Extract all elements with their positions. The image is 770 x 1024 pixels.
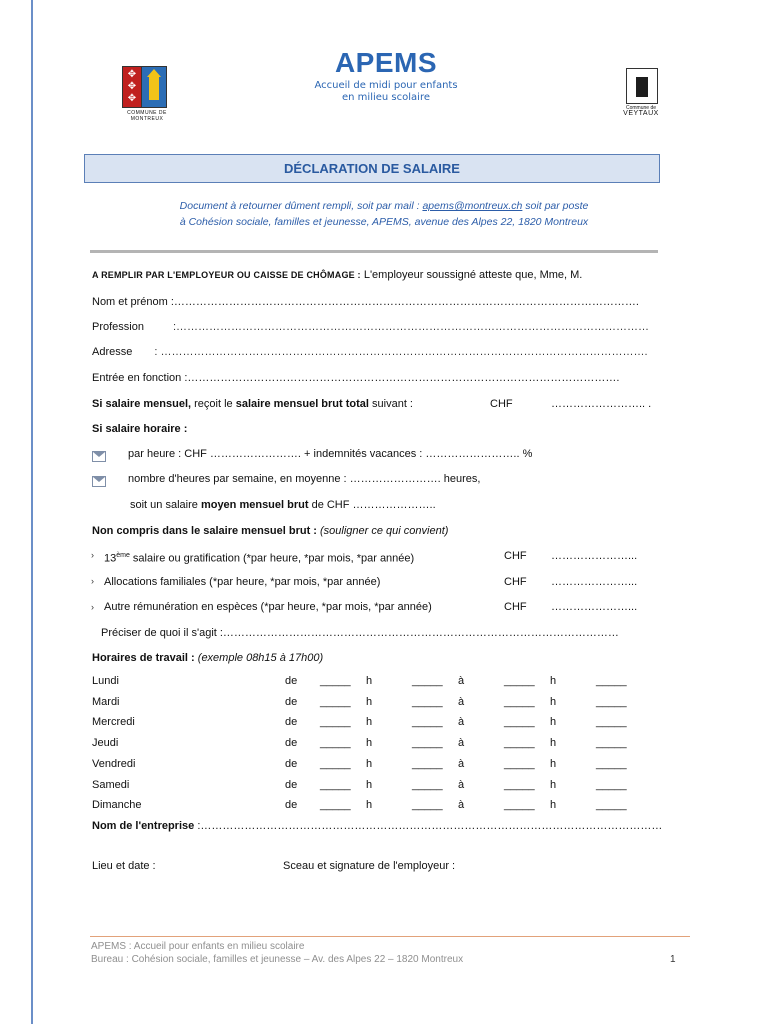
to-label: à [458, 778, 465, 791]
veytaux-name-text: VEYTAUX [623, 110, 659, 117]
schedule-label: Horaires de travail : [92, 652, 195, 664]
left-margin-rule [31, 0, 33, 1024]
end-minute-blank[interactable]: _____ [596, 675, 627, 687]
start-hour-blank[interactable]: _____ [320, 778, 351, 791]
to-label: à [458, 675, 465, 687]
end-minute-blank[interactable]: _____ [596, 695, 627, 708]
montreux-logo [118, 66, 176, 124]
hour-label: h [550, 695, 557, 708]
start-hour-blank[interactable]: _____ [320, 716, 351, 729]
hour-label: h [550, 799, 557, 812]
employer-statement [92, 267, 582, 283]
from-label: de [285, 716, 298, 729]
day-label: Mercredi [92, 716, 135, 729]
end-hour-blank[interactable]: _____ [504, 695, 535, 708]
end-minute-blank[interactable]: _____ [596, 737, 627, 750]
average-salary-field[interactable] [130, 497, 436, 513]
excluded-label: Non compris dans le salaire mensuel brut : [92, 525, 317, 537]
instructions [84, 198, 684, 230]
envelope-icon [92, 476, 106, 487]
profession-dots: :………………………………………………………………………………………………………………… [172, 321, 650, 333]
company-dots: :……………………………………………………………………………………………………………… [194, 820, 663, 832]
hour-label: h [550, 675, 557, 687]
envelope-icon [92, 451, 106, 462]
from-label: de [285, 799, 298, 812]
title-box [84, 154, 660, 183]
profession-label: Profession [92, 321, 144, 333]
end-minute-blank[interactable]: _____ [596, 778, 627, 791]
page-number: 1 [670, 954, 676, 965]
end-minute-blank[interactable]: _____ [596, 716, 627, 729]
hour-label: h [550, 737, 557, 750]
brand-title: APEMS [334, 47, 438, 78]
hour-label: h [366, 757, 373, 770]
hour-label: h [366, 799, 373, 812]
start-hour-blank[interactable]: _____ [320, 737, 351, 750]
instruction-text-2: soit par poste [522, 200, 589, 212]
hour-label: h [366, 778, 373, 791]
address-dots: : ……………………………………………………………………………………………………………………. [154, 346, 648, 358]
average-text-2: moyen mensuel brut [200, 499, 309, 511]
bullet-arrow-icon: › [91, 602, 94, 612]
day-label: Dimanche [92, 799, 142, 812]
allowances-chf: CHF [504, 576, 527, 588]
other-remuneration-line[interactable] [104, 599, 638, 615]
hour-label: h [550, 716, 557, 729]
schedule-heading [92, 650, 323, 666]
hour-label: h [366, 737, 373, 750]
day-label: Vendredi [92, 757, 136, 770]
excluded-note: (souligner ce qui convient) [316, 525, 449, 537]
end-hour-blank[interactable]: _____ [504, 757, 535, 770]
day-label: Samedi [92, 778, 130, 791]
bullet-arrow-icon: › [91, 550, 94, 560]
to-label: à [458, 799, 465, 812]
to-label: à [458, 757, 465, 770]
start-minute-blank[interactable]: _____ [412, 737, 443, 750]
veytaux-logo [618, 68, 664, 122]
brand-subtitle-1: Accueil de midi pour enfants [314, 80, 458, 91]
to-label: à [458, 695, 465, 708]
day-label: Mardi [92, 695, 120, 708]
hourly-label: Si salaire horaire : [92, 423, 188, 435]
specify-field[interactable]: Préciser de quoi il s'agit :……………………………………………………………………………………………… [101, 627, 619, 639]
hours-week-field[interactable]: nombre d'heures par semaine, en moyenne : ……………………. heures, [128, 473, 481, 485]
footer-line-1: APEMS : Accueil pour enfants en milieu scolaire [91, 941, 305, 952]
start-minute-blank[interactable]: _____ [412, 757, 443, 770]
from-label: de [285, 757, 298, 770]
thirteenth-prefix: 13 [104, 552, 117, 565]
end-hour-blank[interactable]: _____ [504, 799, 535, 812]
instruction-text-1: Document à retourner dûment rempli, soit par mail : [179, 200, 423, 212]
from-label: de [285, 737, 298, 750]
other-dots: …………………... [551, 601, 638, 613]
excluded-line [92, 523, 448, 539]
thirteenth-text: salaire ou gratification (*par heure, *par mois, *par année) [129, 552, 415, 565]
start-minute-blank[interactable]: _____ [412, 675, 443, 687]
separator [90, 250, 658, 253]
hour-label: h [550, 757, 557, 770]
veytaux-commune-text: Commune de [625, 105, 656, 111]
average-text-3: de CHF ………………….. [308, 499, 436, 511]
schedule-note: (exemple 08h15 à 17h00) [194, 652, 324, 664]
monthly-label-3: salaire mensuel brut total [235, 398, 369, 410]
thirteenth-chf: CHF [504, 550, 527, 562]
day-label: Jeudi [92, 737, 119, 750]
bullet-arrow-icon: › [91, 576, 94, 586]
veytaux-logo-text [618, 105, 664, 117]
start-minute-blank[interactable]: _____ [412, 778, 443, 791]
employer-label: A REMPLIR PAR L'EMPLOYEUR OU CAISSE DE CHÔMAGE : [92, 270, 361, 280]
address-field[interactable] [92, 344, 648, 360]
other-chf: CHF [504, 601, 527, 613]
start-minute-blank[interactable]: _____ [412, 716, 443, 729]
start-minute-blank[interactable]: _____ [412, 695, 443, 708]
montreux-logo-text: COMMUNE DE MONTREUX [127, 110, 167, 122]
start-minute-blank[interactable]: _____ [412, 799, 443, 812]
start-hour-blank[interactable]: _____ [320, 757, 351, 770]
monthly-label-4: suivant : [368, 398, 413, 410]
footer-rule [90, 936, 690, 937]
email-link[interactable]: apems@montreux.ch [422, 200, 523, 212]
start-hour-blank[interactable]: _____ [320, 695, 351, 708]
day-label: Lundi [92, 675, 119, 687]
hour-label: h [366, 695, 373, 708]
seal-signature-label: Sceau et signature de l'employeur : [283, 860, 456, 872]
end-minute-blank[interactable]: _____ [596, 757, 627, 770]
brand-subtitle-2: en milieu scolaire [342, 92, 430, 103]
thirteenth-dots: …………………... [551, 550, 638, 562]
thirteenth-sup: ème [116, 552, 130, 559]
other-text: Autre rémunération en espèces (*par heure, *par mois, *par année) [104, 601, 432, 613]
end-hour-blank[interactable]: _____ [504, 716, 535, 729]
hour-label: h [550, 778, 557, 791]
end-minute-blank[interactable]: _____ [596, 799, 627, 812]
start-hour-blank[interactable]: _____ [320, 675, 351, 687]
name-field[interactable]: Nom et prénom :………………………………………………………………………………………………………………. [92, 296, 639, 308]
per-hour-field[interactable]: par heure : CHF ……………………. + indemnités vacances : …………………….. % [128, 448, 533, 460]
end-hour-blank[interactable]: _____ [504, 737, 535, 750]
monthly-label-2: reçoit le [191, 398, 236, 410]
allowances-text: Allocations familiales (*par heure, *par mois, *par année) [104, 576, 381, 588]
veytaux-crest-icon [626, 68, 658, 104]
entry-field[interactable]: Entrée en fonction :………………………………………………………………………………………………………. [92, 372, 620, 384]
end-hour-blank[interactable]: _____ [504, 675, 535, 687]
start-hour-blank[interactable]: _____ [320, 799, 351, 812]
average-text-1: soit un salaire [130, 499, 201, 511]
apems-brand [290, 46, 482, 104]
place-date-label: Lieu et date : [92, 860, 156, 872]
hour-label: h [366, 675, 373, 687]
footer [91, 940, 561, 966]
allowances-dots: …………………... [551, 576, 638, 588]
profession-field[interactable] [92, 319, 649, 335]
montreux-tower-icon [141, 66, 167, 108]
page-title: DÉCLARATION DE SALAIRE [284, 161, 460, 176]
monthly-dots: …………………….. . [551, 398, 652, 410]
to-label: à [458, 737, 465, 750]
address-label: Adresse [92, 346, 133, 358]
montreux-crest-icon: ✥ ✥ ✥ [122, 66, 142, 108]
allowances-line[interactable] [104, 574, 638, 590]
footer-line-2: Bureau : Cohésion sociale, familles et jeunesse – Av. des Alpes 22 – 1820 Montreux [91, 954, 464, 965]
monthly-chf: CHF [490, 398, 513, 410]
monthly-salary-line[interactable] [92, 396, 652, 412]
end-hour-blank[interactable]: _____ [504, 778, 535, 791]
company-label: Nom de l'entreprise [92, 820, 195, 832]
to-label: à [458, 716, 465, 729]
employer-text: L'employeur soussigné atteste que, Mme, M. [360, 269, 583, 281]
monthly-label-1: Si salaire mensuel, [92, 398, 192, 410]
instruction-text-3: à Cohésion sociale, familles et jeunesse, APEMS, avenue des Alpes 22, 1820 Montreux [179, 216, 589, 228]
from-label: de [285, 778, 298, 791]
from-label: de [285, 675, 298, 687]
company-field[interactable] [92, 818, 662, 834]
from-label: de [285, 695, 298, 708]
thirteenth-salary-line[interactable] [104, 548, 638, 565]
hour-label: h [366, 716, 373, 729]
